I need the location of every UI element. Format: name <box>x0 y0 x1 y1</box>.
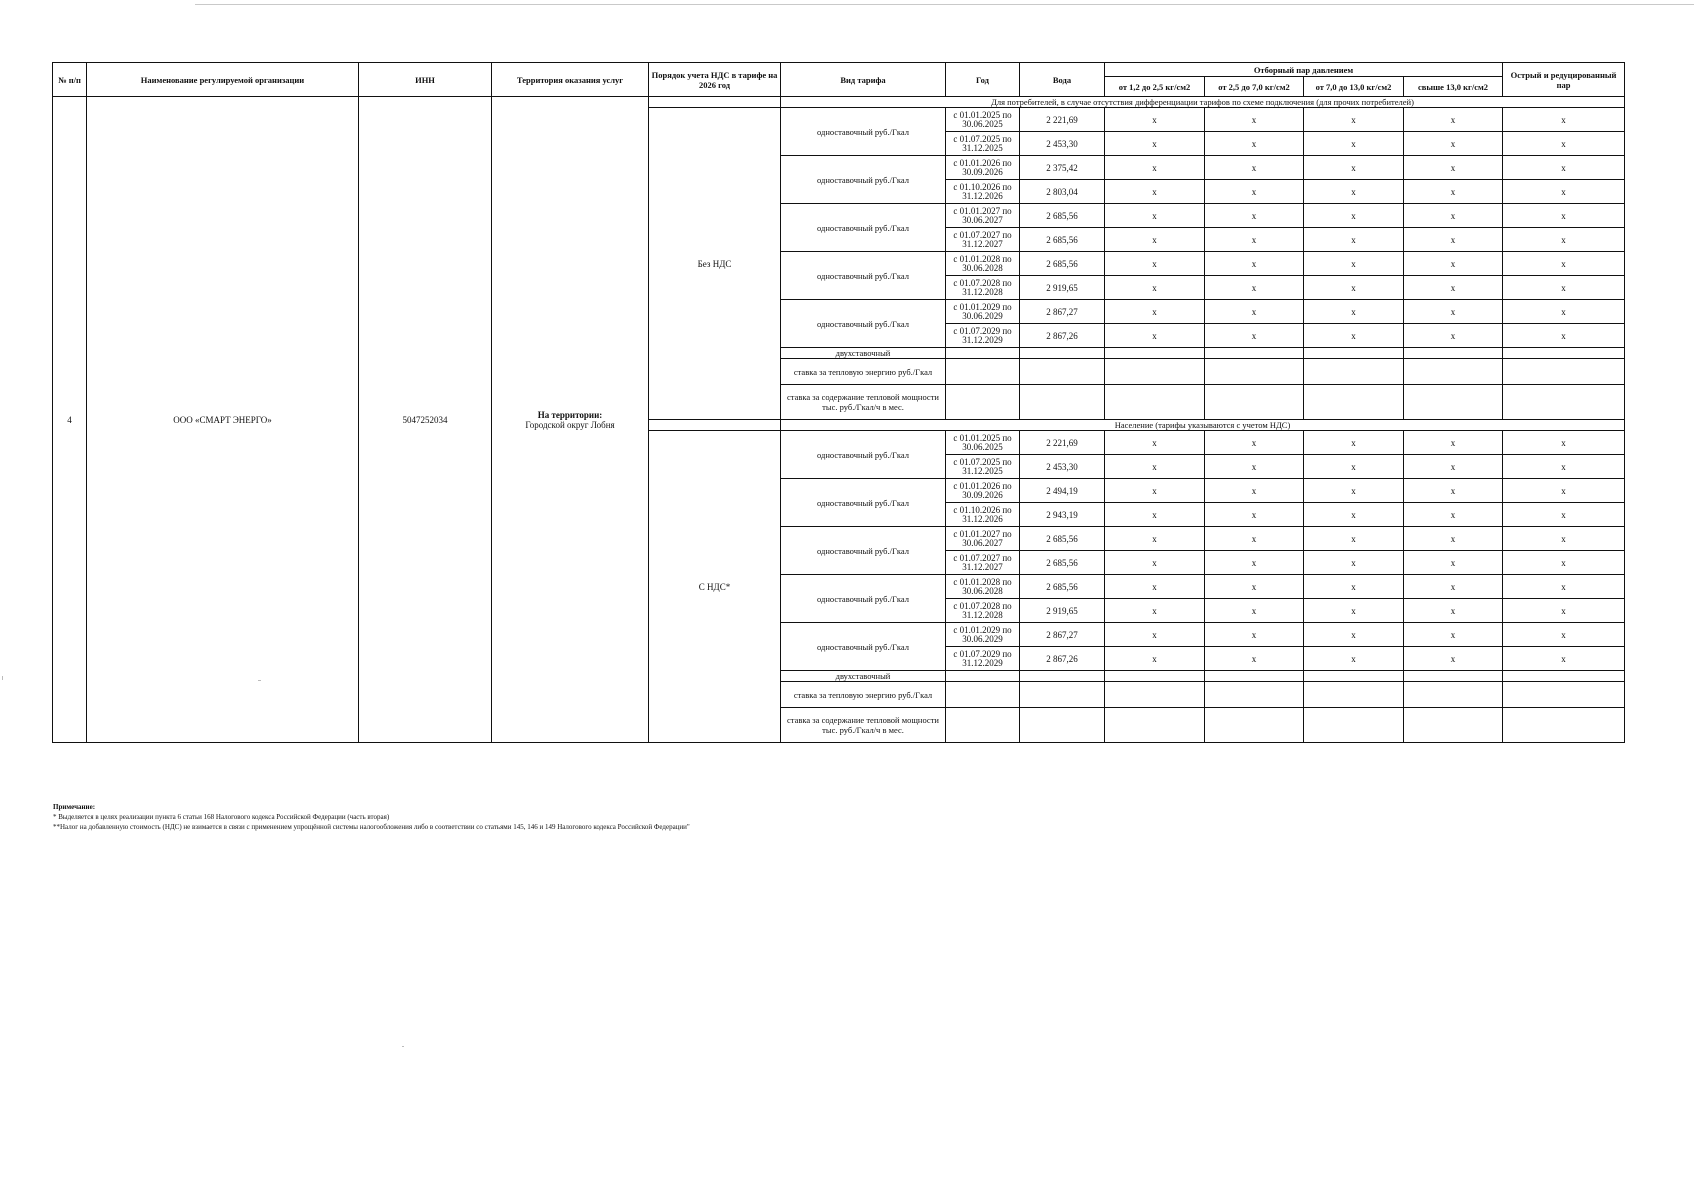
cross-mark-cell: х <box>1404 276 1503 300</box>
col-tariff-type-header: Вид тарифа <box>781 63 946 97</box>
rate-energy-empty-cell <box>1105 359 1205 385</box>
rate-capacity-empty-cell <box>1105 385 1205 420</box>
note-2: **Налог на добавленную стоимость (НДС) не взимается в связи с применением упрощённой системы налогообложения либо в соответствии со статьями 145, 146 и 149 Налогового кодекса Российской Федерации" <box>53 823 690 831</box>
water-value-cell: 2 685,56 <box>1020 204 1105 228</box>
cross-mark-cell: х <box>1503 599 1625 623</box>
cross-mark-cell: х <box>1205 647 1304 671</box>
cross-mark-cell: х <box>1404 503 1503 527</box>
section-title-spacer <box>649 420 781 431</box>
rate-capacity-empty-cell <box>1404 385 1503 420</box>
rate-energy-empty-cell <box>1205 682 1304 708</box>
table-body <box>53 97 1625 743</box>
cross-mark-cell: х <box>1304 527 1404 551</box>
two-part-empty-cell <box>1020 671 1105 682</box>
two-part-empty-cell <box>946 348 1020 359</box>
water-value-cell: 2 685,56 <box>1020 228 1105 252</box>
tariff-type-cell: одноставочный руб./Гкал <box>781 204 946 252</box>
note-1: * Выделяется в целях реализации пункта 6 статьи 168 Налогового кодекса Российской Федерации (часть вторая) <box>53 813 390 821</box>
rate-capacity-empty-cell <box>1503 385 1625 420</box>
period-cell: с 01.01.2028 по 30.06.2028 <box>946 252 1020 276</box>
cross-mark-cell: х <box>1105 647 1205 671</box>
cross-mark-cell: х <box>1205 276 1304 300</box>
cross-mark-cell: х <box>1205 455 1304 479</box>
cross-mark-cell: х <box>1205 324 1304 348</box>
period-cell: с 01.01.2026 по 30.09.2026 <box>946 156 1020 180</box>
cross-mark-cell: х <box>1105 156 1205 180</box>
rate-energy-empty-cell <box>1404 359 1503 385</box>
tariff-type-cell: одноставочный руб./Гкал <box>781 156 946 204</box>
cross-mark-cell: х <box>1404 156 1503 180</box>
cross-mark-cell: х <box>1404 575 1503 599</box>
tariff-type-cell: одноставочный руб./Гкал <box>781 479 946 527</box>
cross-mark-cell: х <box>1404 108 1503 132</box>
cross-mark-cell: х <box>1404 551 1503 575</box>
period-cell: с 01.07.2029 по 31.12.2029 <box>946 324 1020 348</box>
water-value-cell: 2 685,56 <box>1020 527 1105 551</box>
cross-mark-cell: х <box>1105 132 1205 156</box>
period-cell: с 01.07.2028 по 31.12.2028 <box>946 599 1020 623</box>
rate-capacity-empty-cell <box>946 708 1020 743</box>
two-part-label: двухставочный <box>781 348 946 359</box>
cross-mark-cell: х <box>1503 180 1625 204</box>
rate-energy-empty-cell <box>1503 682 1625 708</box>
tariff-document <box>52 62 1624 743</box>
tariff-type-cell: одноставочный руб./Гкал <box>781 623 946 671</box>
col-org-header: Наименование регулируемой организации <box>87 63 359 97</box>
water-value-cell: 2 867,27 <box>1020 623 1105 647</box>
rate-energy-empty-cell <box>1020 359 1105 385</box>
cross-mark-cell: х <box>1503 252 1625 276</box>
cross-mark-cell: х <box>1105 228 1205 252</box>
cross-mark-cell: х <box>1404 228 1503 252</box>
cross-mark-cell: х <box>1404 252 1503 276</box>
scan-edge-line <box>195 4 1694 5</box>
cross-mark-cell: х <box>1205 551 1304 575</box>
water-value-cell: 2 221,69 <box>1020 108 1105 132</box>
cross-mark-cell: х <box>1404 300 1503 324</box>
cross-mark-cell: х <box>1304 431 1404 455</box>
cross-mark-cell: х <box>1503 623 1625 647</box>
period-cell: с 01.07.2029 по 31.12.2029 <box>946 647 1020 671</box>
notes-title: Примечание: <box>53 803 96 811</box>
cross-mark-cell: х <box>1404 204 1503 228</box>
period-cell: с 01.07.2027 по 31.12.2027 <box>946 228 1020 252</box>
scan-speck <box>2 676 3 680</box>
water-value-cell: 2 867,26 <box>1020 324 1105 348</box>
cross-mark-cell: х <box>1304 324 1404 348</box>
cross-mark-cell: х <box>1404 527 1503 551</box>
cross-mark-cell: х <box>1304 300 1404 324</box>
tariff-type-cell: одноставочный руб./Гкал <box>781 527 946 575</box>
cross-mark-cell: х <box>1205 252 1304 276</box>
rate-energy-empty-cell <box>1304 359 1404 385</box>
cross-mark-cell: х <box>1503 108 1625 132</box>
cross-mark-cell: х <box>1503 431 1625 455</box>
col-sharp-steam-header: Острый и редуцированный пар <box>1503 63 1625 97</box>
cross-mark-cell: х <box>1205 599 1304 623</box>
cross-mark-cell: х <box>1205 228 1304 252</box>
section-title: Население (тарифы указываются с учетом НДС) <box>781 420 1625 431</box>
two-part-empty-cell <box>1404 671 1503 682</box>
period-cell: с 01.01.2029 по 30.06.2029 <box>946 300 1020 324</box>
water-value-cell: 2 867,26 <box>1020 647 1105 671</box>
period-cell: с 01.01.2029 по 30.06.2029 <box>946 623 1020 647</box>
water-value-cell: 2 221,69 <box>1020 431 1105 455</box>
cross-mark-cell: х <box>1105 324 1205 348</box>
org-territory-cell <box>492 97 649 743</box>
col-steam-3-header: от 7,0 до 13,0 кг/см2 <box>1304 77 1404 97</box>
cross-mark-cell: х <box>1304 623 1404 647</box>
rate-energy-label: ставка за тепловую энергию руб./Гкал <box>781 359 946 385</box>
water-value-cell: 2 375,42 <box>1020 156 1105 180</box>
notes-block <box>53 802 1353 832</box>
two-part-empty-cell <box>1304 671 1404 682</box>
rate-capacity-empty-cell <box>1304 708 1404 743</box>
cross-mark-cell: х <box>1205 180 1304 204</box>
rate-capacity-empty-cell <box>946 385 1020 420</box>
col-year-header: Год <box>946 63 1020 97</box>
two-part-empty-cell <box>1205 348 1304 359</box>
cross-mark-cell: х <box>1205 132 1304 156</box>
cross-mark-cell: х <box>1404 599 1503 623</box>
cross-mark-cell: х <box>1503 455 1625 479</box>
period-cell: с 01.10.2026 по 31.12.2026 <box>946 180 1020 204</box>
rate-energy-empty-cell <box>1304 682 1404 708</box>
cross-mark-cell: х <box>1205 108 1304 132</box>
two-part-empty-cell <box>1404 348 1503 359</box>
cross-mark-cell: х <box>1304 276 1404 300</box>
rate-capacity-empty-cell <box>1020 385 1105 420</box>
cross-mark-cell: х <box>1105 599 1205 623</box>
cross-mark-cell: х <box>1105 300 1205 324</box>
rate-energy-label: ставка за тепловую энергию руб./Гкал <box>781 682 946 708</box>
col-water-header: Вода <box>1020 63 1105 97</box>
period-cell: с 01.07.2027 по 31.12.2027 <box>946 551 1020 575</box>
cross-mark-cell: х <box>1105 252 1205 276</box>
cross-mark-cell: х <box>1503 503 1625 527</box>
section-title-spacer <box>649 97 781 108</box>
scan-speck <box>402 1046 404 1047</box>
tariff-type-cell: одноставочный руб./Гкал <box>781 431 946 479</box>
cross-mark-cell: х <box>1404 623 1503 647</box>
cross-mark-cell: х <box>1105 527 1205 551</box>
rate-energy-empty-cell <box>1205 359 1304 385</box>
period-cell: с 01.01.2025 по 30.06.2025 <box>946 431 1020 455</box>
territory-line-1: На территории: <box>537 409 603 420</box>
water-value-cell: 2 943,19 <box>1020 503 1105 527</box>
cross-mark-cell: х <box>1304 252 1404 276</box>
water-value-cell: 2 919,65 <box>1020 599 1105 623</box>
rate-capacity-empty-cell <box>1020 708 1105 743</box>
cross-mark-cell: х <box>1304 455 1404 479</box>
cross-mark-cell: х <box>1404 324 1503 348</box>
two-part-empty-cell <box>1105 348 1205 359</box>
cross-mark-cell: х <box>1205 479 1304 503</box>
cross-mark-cell: х <box>1105 455 1205 479</box>
col-steam-4-header: свыше 13,0 кг/см2 <box>1404 77 1503 97</box>
two-part-empty-cell <box>1503 671 1625 682</box>
org-name-cell: ООО «СМАРТ ЭНЕРГО» <box>87 97 359 743</box>
cross-mark-cell: х <box>1503 276 1625 300</box>
period-cell: с 01.01.2025 по 30.06.2025 <box>946 108 1020 132</box>
tariff-table <box>52 62 1625 743</box>
cross-mark-cell: х <box>1304 132 1404 156</box>
cross-mark-cell: х <box>1205 503 1304 527</box>
rate-energy-empty-cell <box>1105 682 1205 708</box>
rate-capacity-empty-cell <box>1304 385 1404 420</box>
cross-mark-cell: х <box>1404 647 1503 671</box>
col-territory-header: Территория оказания услуг <box>492 63 649 97</box>
cross-mark-cell: х <box>1503 324 1625 348</box>
cross-mark-cell: х <box>1105 180 1205 204</box>
cross-mark-cell: х <box>1304 503 1404 527</box>
water-value-cell: 2 685,56 <box>1020 252 1105 276</box>
two-part-empty-cell <box>946 671 1020 682</box>
cross-mark-cell: х <box>1304 204 1404 228</box>
cross-mark-cell: х <box>1503 156 1625 180</box>
period-cell: с 01.01.2027 по 30.06.2027 <box>946 527 1020 551</box>
cross-mark-cell: х <box>1205 156 1304 180</box>
rate-energy-empty-cell <box>1503 359 1625 385</box>
tariff-type-cell: одноставочный руб./Гкал <box>781 575 946 623</box>
scan-speck <box>258 680 261 681</box>
cross-mark-cell: х <box>1105 551 1205 575</box>
cross-mark-cell: х <box>1503 479 1625 503</box>
cross-mark-cell: х <box>1205 527 1304 551</box>
water-value-cell: 2 453,30 <box>1020 455 1105 479</box>
two-part-empty-cell <box>1020 348 1105 359</box>
cross-mark-cell: х <box>1304 108 1404 132</box>
cross-mark-cell: х <box>1304 647 1404 671</box>
cross-mark-cell: х <box>1404 180 1503 204</box>
cross-mark-cell: х <box>1503 575 1625 599</box>
period-cell: с 01.01.2026 по 30.09.2026 <box>946 479 1020 503</box>
period-cell: с 01.07.2025 по 31.12.2025 <box>946 455 1020 479</box>
cross-mark-cell: х <box>1105 108 1205 132</box>
cross-mark-cell: х <box>1404 431 1503 455</box>
col-inn-header: ИНН <box>359 63 492 97</box>
org-inn-cell: 5047252034 <box>359 97 492 743</box>
org-num-cell: 4 <box>53 97 87 743</box>
rate-energy-empty-cell <box>1020 682 1105 708</box>
rate-capacity-empty-cell <box>1404 708 1503 743</box>
tariff-type-cell: одноставочный руб./Гкал <box>781 300 946 348</box>
cross-mark-cell: х <box>1503 228 1625 252</box>
table-header <box>53 63 1625 97</box>
cross-mark-cell: х <box>1105 575 1205 599</box>
period-cell: с 01.07.2028 по 31.12.2028 <box>946 276 1020 300</box>
cross-mark-cell: х <box>1205 431 1304 455</box>
cross-mark-cell: х <box>1404 132 1503 156</box>
col-steam-2-header: от 2,5 до 7,0 кг/см2 <box>1205 77 1304 97</box>
period-cell: с 01.10.2026 по 31.12.2026 <box>946 503 1020 527</box>
vat-cell: С НДС* <box>649 431 781 743</box>
cross-mark-cell: х <box>1404 479 1503 503</box>
col-vat-header: Порядок учета НДС в тарифе на 2026 год <box>649 63 781 97</box>
tariff-type-cell: одноставочный руб./Гкал <box>781 108 946 156</box>
cross-mark-cell: х <box>1304 156 1404 180</box>
cross-mark-cell: х <box>1105 276 1205 300</box>
cross-mark-cell: х <box>1503 300 1625 324</box>
cross-mark-cell: х <box>1503 647 1625 671</box>
rate-energy-empty-cell <box>946 682 1020 708</box>
cross-mark-cell: х <box>1105 204 1205 228</box>
cross-mark-cell: х <box>1205 204 1304 228</box>
cross-mark-cell: х <box>1404 455 1503 479</box>
cross-mark-cell: х <box>1304 599 1404 623</box>
cross-mark-cell: х <box>1105 503 1205 527</box>
period-cell: с 01.01.2028 по 30.06.2028 <box>946 575 1020 599</box>
rate-capacity-empty-cell <box>1205 385 1304 420</box>
section-title: Для потребителей, в случае отсутствия дифференциации тарифов по схеме подключения (для прочих потребителей) <box>781 97 1625 108</box>
cross-mark-cell: х <box>1105 431 1205 455</box>
cross-mark-cell: х <box>1105 479 1205 503</box>
two-part-empty-cell <box>1304 348 1404 359</box>
rate-capacity-label: ставка за содержание тепловой мощности тыс. руб./Гкал/ч в мес. <box>781 385 946 420</box>
cross-mark-cell: х <box>1304 575 1404 599</box>
period-cell: с 01.07.2025 по 31.12.2025 <box>946 132 1020 156</box>
cross-mark-cell: х <box>1503 527 1625 551</box>
rate-energy-empty-cell <box>1404 682 1503 708</box>
water-value-cell: 2 685,56 <box>1020 551 1105 575</box>
period-cell: с 01.01.2027 по 30.06.2027 <box>946 204 1020 228</box>
cross-mark-cell: х <box>1205 623 1304 647</box>
col-steam-1-header: от 1,2 до 2,5 кг/см2 <box>1105 77 1205 97</box>
vat-cell: Без НДС <box>649 108 781 420</box>
section-title-row <box>53 97 1625 108</box>
cross-mark-cell: х <box>1503 551 1625 575</box>
cross-mark-cell: х <box>1304 228 1404 252</box>
tariff-type-cell: одноставочный руб./Гкал <box>781 252 946 300</box>
two-part-empty-cell <box>1105 671 1205 682</box>
rate-energy-empty-cell <box>946 359 1020 385</box>
cross-mark-cell: х <box>1105 623 1205 647</box>
two-part-empty-cell <box>1205 671 1304 682</box>
cross-mark-cell: х <box>1205 300 1304 324</box>
rate-capacity-empty-cell <box>1503 708 1625 743</box>
cross-mark-cell: х <box>1304 479 1404 503</box>
water-value-cell: 2 494,19 <box>1020 479 1105 503</box>
territory-line-2: Городской округ Лобня <box>525 419 615 430</box>
rate-capacity-empty-cell <box>1205 708 1304 743</box>
col-num-header: № п/п <box>53 63 87 97</box>
col-steam-group-header: Отборный пар давлением <box>1105 63 1503 77</box>
cross-mark-cell: х <box>1304 180 1404 204</box>
cross-mark-cell: х <box>1503 132 1625 156</box>
rate-capacity-empty-cell <box>1105 708 1205 743</box>
water-value-cell: 2 803,04 <box>1020 180 1105 204</box>
rate-capacity-label: ставка за содержание тепловой мощности тыс. руб./Гкал/ч в мес. <box>781 708 946 743</box>
cross-mark-cell: х <box>1304 551 1404 575</box>
water-value-cell: 2 867,27 <box>1020 300 1105 324</box>
cross-mark-cell: х <box>1205 575 1304 599</box>
water-value-cell: 2 919,65 <box>1020 276 1105 300</box>
two-part-label: двухставочный <box>781 671 946 682</box>
two-part-empty-cell <box>1503 348 1625 359</box>
water-value-cell: 2 453,30 <box>1020 132 1105 156</box>
water-value-cell: 2 685,56 <box>1020 575 1105 599</box>
cross-mark-cell: х <box>1503 204 1625 228</box>
